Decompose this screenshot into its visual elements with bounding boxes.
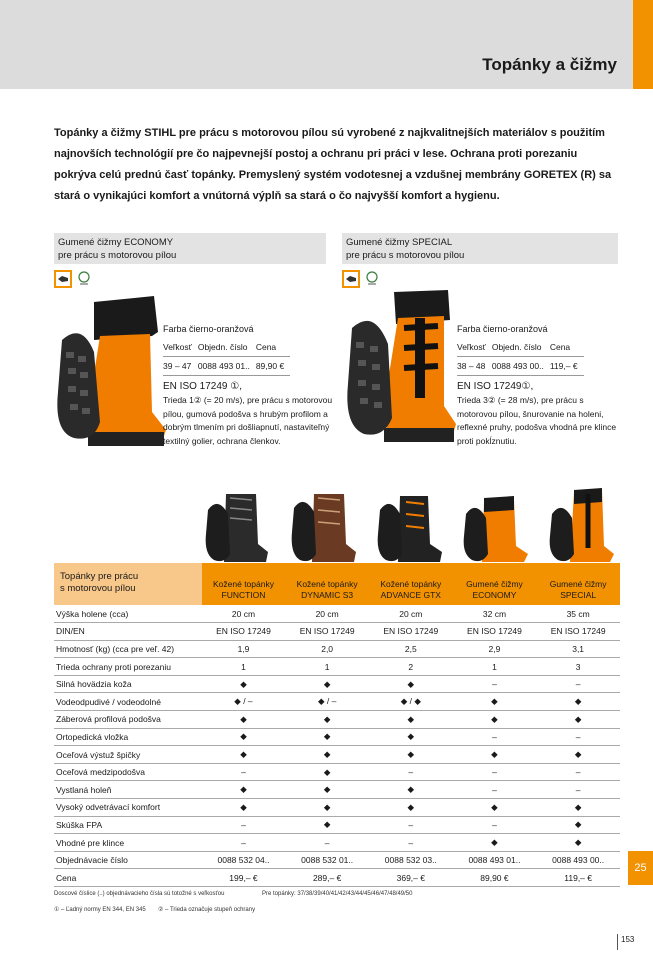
table-row: [54, 605, 620, 623]
product-description: Trieda 1② (= 20 m/s), pre prácu s motorovou pílou, gumová podošva s hrubým profilom a dobrým tlmením pri došliapnutí, nastaviteľný textilný golier, ochrana členkov.: [163, 395, 333, 446]
table-cell: EN ISO 17249: [453, 623, 537, 641]
page-title: Topánky a čižmy: [482, 55, 617, 74]
product-subtitle: pre prácu s motorovou pílou: [346, 250, 465, 261]
size-value: 39 – 47: [163, 357, 198, 376]
column-model: DYNAMIC S3: [301, 590, 354, 600]
row-label: Oceľová medzipodošva: [54, 763, 202, 781]
row-label: Objednávacie číslo: [54, 851, 202, 869]
row-label: Vystlaná holeň: [54, 781, 202, 799]
row-label: Silná hovädzia koža: [54, 675, 202, 693]
price-value: 119,– €: [550, 357, 584, 376]
row-label: DIN/EN: [54, 623, 202, 641]
table-cell: 199,– €: [202, 869, 286, 887]
table-cell: 89,90 €: [453, 869, 537, 887]
table-cell: 1: [202, 658, 286, 676]
product-header: [342, 233, 618, 264]
table-cell: 0088 532 04..: [202, 851, 286, 869]
table-cell: 289,– €: [285, 869, 369, 887]
size-value: 38 – 48: [457, 357, 492, 376]
header-band: [0, 0, 653, 89]
table-cell: –: [285, 834, 369, 852]
table-cell: 1: [453, 658, 537, 676]
table-cell: ◆: [202, 746, 286, 764]
col-size-header: Veľkosť: [163, 338, 198, 357]
table-cell: ◆: [536, 711, 620, 729]
product-norm: EN ISO 17249①,: [457, 381, 534, 392]
row-label: Cena: [54, 869, 202, 887]
column-header: [369, 563, 453, 605]
row-label: Oceľová výstuž špičky: [54, 746, 202, 764]
table-cell: EN ISO 17249: [285, 623, 369, 641]
table-cell: –: [369, 763, 453, 781]
table-cell: 32 cm: [453, 605, 537, 623]
table-cell: ◆: [285, 746, 369, 764]
column-header: [453, 563, 537, 605]
product-subtitle: pre prácu s motorovou pílou: [58, 250, 177, 261]
table-cell: 20 cm: [369, 605, 453, 623]
column-model: ECONOMY: [472, 590, 517, 600]
boot-image-special-small: [548, 488, 618, 564]
table-cell: ◆: [453, 711, 537, 729]
table-cell: ◆: [369, 746, 453, 764]
table-cell: –: [369, 816, 453, 834]
table-cell: –: [453, 763, 537, 781]
col-order-header: Objedn. číslo: [492, 338, 550, 357]
intro-text: Topánky a čižmy STIHL pre prácu s motorovou pílou sú vyrobené z najkvalitnejších materiálov s použitím najnovších technológií pre čo najpevnejší postoj a ochranu pri práci v lese. Ochrana proti porezaniu pokrýva celú prednú časť topánky. Premyslený systém vodotesnej a vzdušnej membrány GORETEX (R) sa stará o vynikajúci komfort a vnútorná výplň sa stará o čo najvyšší komfort a hygienu.: [54, 127, 612, 202]
table-cell: ◆ / –: [202, 693, 286, 711]
table-row: [54, 675, 620, 693]
table-cell: –: [202, 834, 286, 852]
row-label: Vhodné pre klince: [54, 834, 202, 852]
column-model: SPECIAL: [560, 590, 597, 600]
table-cell: ◆: [369, 781, 453, 799]
column-type: Kožené topánky: [213, 579, 274, 589]
row-label: Skúška FPA: [54, 816, 202, 834]
column-header: [536, 563, 620, 605]
table-cell: 2: [369, 658, 453, 676]
table-row: [54, 869, 620, 887]
boot-image-economy: [54, 292, 166, 457]
table-row: [54, 658, 620, 676]
product-title: Gumené čižmy SPECIAL: [346, 237, 453, 248]
footnote-order: Doscové číslice (..) objednávacieho čísla sú totožné s veľkosťou: [54, 891, 225, 897]
table-row: [54, 746, 620, 764]
row-label: Výška holene (cca): [54, 605, 202, 623]
col-price-header: Cena: [550, 338, 584, 357]
boot-image-advance: [376, 488, 446, 564]
row-label: Hmotnosť (kg) (cca pre veľ. 42): [54, 640, 202, 658]
boot-image-function: [204, 488, 274, 564]
table-cell: 0088 493 01..: [453, 851, 537, 869]
column-header: [285, 563, 369, 605]
footnote-class: ② – Trieda označuje stupeň ochrany: [158, 907, 256, 913]
table-cell: 35 cm: [536, 605, 620, 623]
table-cell: ◆: [202, 781, 286, 799]
product-specs-special: [457, 322, 622, 448]
table-cell: 0088 493 00..: [536, 851, 620, 869]
table-cell: ◆: [285, 763, 369, 781]
table-cell: ◆: [285, 816, 369, 834]
table-cell: ◆: [536, 799, 620, 817]
table-cell: –: [536, 675, 620, 693]
table-cell: ◆: [369, 675, 453, 693]
table-cell: 20 cm: [285, 605, 369, 623]
table-cell: ◆: [453, 746, 537, 764]
product-norm: EN ISO 17249 ①,: [163, 381, 243, 392]
table-cell: 369,– €: [369, 869, 453, 887]
table-cell: –: [453, 728, 537, 746]
column-type: Gumené čižmy: [549, 579, 607, 589]
table-cell: ◆: [285, 728, 369, 746]
product-spec-table: [457, 338, 584, 376]
column-type: Kožené topánky: [296, 579, 358, 589]
table-cell: ◆: [285, 711, 369, 729]
product-specs-economy: [163, 322, 333, 448]
table-cell: ◆: [369, 799, 453, 817]
table-cell: 1,9: [202, 640, 286, 658]
row-label: Trieda ochrany proti porezaniu: [54, 658, 202, 676]
table-cell: EN ISO 17249: [536, 623, 620, 641]
row-label: Ortopedická vložka: [54, 728, 202, 746]
table-cell: –: [202, 763, 286, 781]
product-special: [342, 233, 618, 288]
table-row: [54, 623, 620, 641]
column-type: Kožené topánky: [380, 579, 442, 589]
table-cell: –: [536, 781, 620, 799]
table-cell: 2,9: [453, 640, 537, 658]
product-spec-table: [163, 338, 290, 376]
table-cell: ◆ / ◆: [369, 693, 453, 711]
boot-image-dynamic: [290, 488, 360, 564]
table-cell: –: [453, 816, 537, 834]
order-value: 0088 493 00..: [492, 357, 550, 376]
product-header: [54, 233, 326, 264]
boot-image-special: [344, 288, 456, 453]
table-cell: ◆: [285, 781, 369, 799]
boot-image-economy-small: [462, 488, 532, 564]
column-model: FUNCTION: [221, 590, 266, 600]
table-cell: ◆: [202, 728, 286, 746]
table-cell: ◆: [369, 728, 453, 746]
table-cell: 2,0: [285, 640, 369, 658]
column-type: Gumené čižmy: [466, 579, 523, 589]
col-size-header: Veľkosť: [457, 338, 492, 357]
product-color: Farba čierno-oranžová: [163, 324, 254, 334]
table-cell: ◆: [202, 799, 286, 817]
product-description: Trieda 3② (= 28 m/s), pre prácu s motorovou pílou, šnurovanie na holeni, reflexné pruhy, podošva vhodná pre klince proti pokĺznutiu.: [457, 395, 617, 446]
header-line: Topánky pre prácu: [60, 571, 139, 582]
table-row: [54, 799, 620, 817]
chainsaw-protection-icon: [342, 270, 360, 288]
chainsaw-protection-icon: [54, 270, 72, 288]
table-cell: EN ISO 17249: [202, 623, 286, 641]
col-price-header: Cena: [256, 338, 290, 357]
table-cell: ◆: [285, 799, 369, 817]
table-cell: –: [369, 834, 453, 852]
table-cell: –: [202, 816, 286, 834]
table-cell: ◆: [453, 799, 537, 817]
table-row: [54, 851, 620, 869]
table-cell: 20 cm: [202, 605, 286, 623]
goretex-icon: [76, 270, 92, 288]
accent-tab: [633, 0, 653, 89]
col-order-header: Objedn. číslo: [198, 338, 256, 357]
table-cell: ◆: [202, 675, 286, 693]
table-cell: 0088 532 03..: [369, 851, 453, 869]
header-line: s motorovou pílou: [60, 583, 136, 594]
row-label: Vysoký odvetrávací komfort: [54, 799, 202, 817]
table-cell: 0088 532 01..: [285, 851, 369, 869]
table-cell: ◆: [453, 693, 537, 711]
table-row: [54, 834, 620, 852]
boot-thumbnails: [200, 488, 620, 564]
table-cell: ◆: [536, 746, 620, 764]
table-row: [54, 711, 620, 729]
table-row: [54, 728, 620, 746]
table-cell: 1: [285, 658, 369, 676]
table-cell: –: [536, 728, 620, 746]
table-cell: 3: [536, 658, 620, 676]
table-cell: 119,– €: [536, 869, 620, 887]
table-cell: ◆: [369, 711, 453, 729]
section-number: 25: [628, 851, 653, 885]
table-cell: ◆ / –: [285, 693, 369, 711]
table-cell: ◆: [536, 834, 620, 852]
table-cell: –: [453, 781, 537, 799]
product-color: Farba čierno-oranžová: [457, 324, 548, 334]
table-row: [54, 693, 620, 711]
footnote-sizes: Pre topánky: 37/38/39/40/41/42/43/44/45/46/47/48/49/50: [262, 891, 413, 897]
table-cell: ◆: [536, 816, 620, 834]
row-label: Záberová profilová podošva: [54, 711, 202, 729]
page-number: 153: [617, 934, 634, 950]
footnote-norm: ① – Ľadný normy EN 344, EN 345: [54, 907, 146, 913]
table-row: [54, 816, 620, 834]
table-cell: –: [453, 675, 537, 693]
table-row: [54, 781, 620, 799]
table-cell: ◆: [453, 834, 537, 852]
table-cell: ◆: [285, 675, 369, 693]
table-cell: 2,5: [369, 640, 453, 658]
product-title: Gumené čižmy ECONOMY: [58, 237, 174, 248]
table-row: [54, 640, 620, 658]
column-header: [202, 563, 286, 605]
table-row: [54, 763, 620, 781]
table-cell: –: [536, 763, 620, 781]
comparison-header-title: [54, 563, 202, 605]
order-value: 0088 493 01..: [198, 357, 256, 376]
table-cell: EN ISO 17249: [369, 623, 453, 641]
goretex-icon: [364, 270, 380, 288]
comparison-table: [54, 563, 620, 887]
table-cell: ◆: [202, 711, 286, 729]
table-cell: ◆: [536, 693, 620, 711]
row-label: Vodeodpudivé / vodeodolné: [54, 693, 202, 711]
column-model: ADVANCE GTX: [380, 590, 441, 600]
product-economy: [54, 233, 326, 288]
table-cell: 3,1: [536, 640, 620, 658]
price-value: 89,90 €: [256, 357, 290, 376]
